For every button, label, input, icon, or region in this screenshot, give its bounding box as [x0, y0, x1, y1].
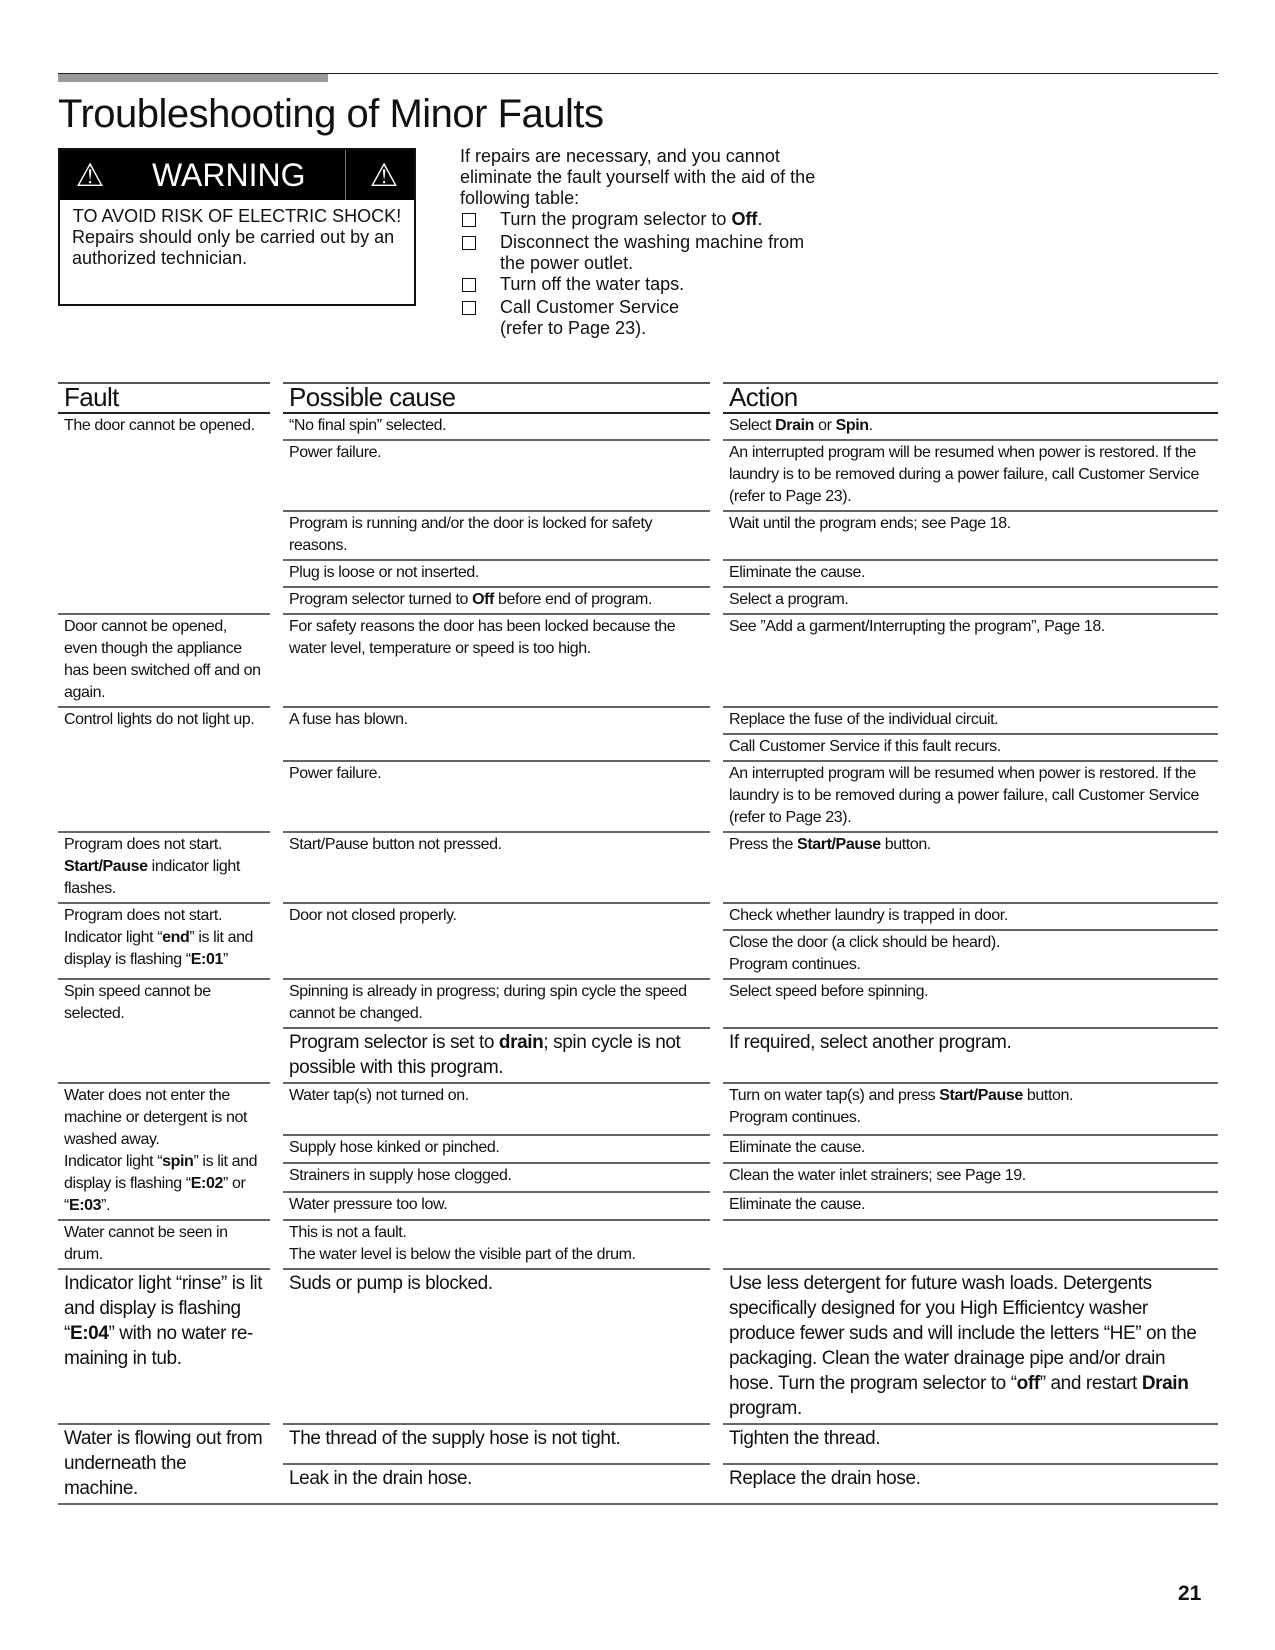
text-segment: For safety reasons the door has been locked because the water level, temperature or speed is too high. — [289, 618, 676, 657]
action-cell — [723, 929, 1218, 978]
text-segment: Leak in the drain hose. — [289, 1468, 473, 1489]
text-segment: Call Customer Service if this fault recurs. — [729, 738, 1001, 755]
section-marker-bar — [58, 74, 328, 82]
bold-text: Start/Pause — [64, 858, 148, 875]
checklist-item — [460, 209, 820, 232]
text-segment: Spinning is already in progress; during spin cycle the speed cannot be changed. — [289, 983, 687, 1022]
text-segment: Replace the fuse of the individual circuit. — [729, 711, 999, 728]
checkbox-icon — [460, 232, 500, 274]
text-segment: “No final spin” selected. — [289, 417, 447, 434]
checklist-item — [460, 232, 820, 274]
cause-cell — [283, 510, 710, 559]
action-cell — [723, 733, 1218, 760]
cause-cell — [283, 439, 710, 510]
header-cause: Possible cause — [283, 382, 710, 414]
warning-box — [58, 148, 416, 306]
text-segment: Door not closed properly. — [289, 907, 457, 924]
text-segment: Strainers in supply hose clogged. — [289, 1167, 512, 1185]
text-segment: Clean the water inlet strainers; see Page 19. — [729, 1167, 1026, 1185]
text-segment: The door cannot be opened. — [64, 417, 255, 434]
cause-cell — [283, 1027, 710, 1082]
bold-text: Start/Pause — [797, 836, 881, 853]
action-cell — [723, 760, 1218, 831]
action-cell — [723, 1027, 1218, 1082]
table-row — [58, 1219, 1218, 1268]
text-segment: ” or “ — [64, 1175, 246, 1214]
text-segment: If required, select another program. — [729, 1032, 1012, 1053]
text-segment: button. — [880, 836, 931, 853]
text-segment: See ”Add a garment/Interrupting the program”, Page 18. — [729, 618, 1105, 635]
cause-cell — [283, 831, 710, 902]
text-segment: Turn on water tap(s) and press — [729, 1087, 940, 1104]
text-segment: Eliminate the cause. — [729, 1138, 866, 1156]
action-cell — [723, 902, 1218, 929]
text-segment: Check whether laundry is trapped in door. — [729, 907, 1008, 924]
bold-text: E:03 — [68, 1197, 102, 1214]
fault-cell — [58, 1219, 270, 1268]
intro-checklist — [460, 209, 820, 339]
text-segment: program. — [729, 1398, 802, 1419]
text-segment: Control lights do not light up. — [64, 711, 255, 728]
text-segment: or — [814, 417, 836, 434]
text-segment: Turn off the water taps. — [500, 274, 685, 294]
bold-text: E:01 — [190, 951, 223, 968]
text-segment: button. Program continues. — [729, 1087, 1074, 1126]
action-cell — [723, 1162, 1218, 1190]
checklist-text — [500, 274, 684, 297]
text-segment: Program does not start. — [64, 836, 222, 853]
text-segment: before end of program. — [493, 591, 652, 608]
cause-cell — [283, 1219, 710, 1268]
action-cell — [723, 510, 1218, 559]
bold-text: end — [162, 929, 190, 946]
text-segment: . — [757, 209, 763, 229]
text-segment: Press the — [729, 836, 798, 853]
action-cell — [723, 1268, 1218, 1423]
table-row — [58, 613, 1218, 706]
text-segment: Water pressure too low. — [289, 1195, 448, 1213]
bold-text: E:04 — [69, 1323, 109, 1344]
action-cell — [723, 978, 1218, 1027]
warning-line-2: Repairs should only be carried out by an authorized technician. — [72, 227, 395, 268]
text-segment: . — [868, 417, 873, 434]
text-segment: A fuse has blown. — [289, 711, 408, 728]
checklist-item — [460, 274, 820, 297]
bold-text: E:02 — [190, 1175, 223, 1192]
text-segment: Turn the program selector to — [500, 209, 732, 229]
text-segment: ”. — [101, 1197, 111, 1214]
text-segment: Disconnect the washing machine from the power outlet. — [500, 232, 805, 273]
fault-cell — [58, 1268, 270, 1423]
action-cell — [723, 706, 1218, 733]
text-segment: Eliminate the cause. — [729, 564, 866, 581]
table-row — [58, 978, 1218, 1027]
checklist-text — [500, 297, 679, 339]
table-row — [58, 1423, 1218, 1463]
text-segment: Close the door (a click should be heard). Program continues. — [729, 934, 1000, 973]
text-segment: Tighten the thread. — [729, 1428, 881, 1449]
action-cell — [723, 1423, 1218, 1463]
intro-section — [460, 146, 820, 339]
warning-triangle-icon: ⚠ — [369, 157, 399, 193]
action-cell — [723, 831, 1218, 902]
text-segment: ” — [222, 951, 228, 968]
text-segment: Replace the drain hose. — [729, 1468, 921, 1489]
checklist-item — [460, 297, 820, 339]
cause-cell — [283, 902, 710, 978]
text-segment: ” with no water re-maining in tub. — [64, 1323, 253, 1369]
fault-cell — [58, 978, 270, 1082]
text-segment: Select — [729, 417, 776, 434]
text-segment: An interrupted program will be resumed when power is restored. If the laundry is to be removed during a power failure, call Customer Service (refer to Page 23). — [729, 765, 1200, 826]
text-segment: Power failure. — [289, 765, 382, 782]
text-segment: Door cannot be opened, even though the appliance has been switched off and on again. — [64, 618, 261, 701]
cause-cell — [283, 1082, 710, 1134]
table-row — [58, 706, 1218, 733]
fault-cell — [58, 414, 270, 613]
text-segment: Water is flowing out from underneath the machine. — [64, 1428, 263, 1499]
text-segment: Suds or pump is blocked. — [289, 1273, 493, 1294]
fault-cell — [58, 613, 270, 706]
cause-cell — [283, 1423, 710, 1463]
checkbox-icon — [460, 209, 500, 232]
action-cell — [723, 1463, 1218, 1503]
fault-cell — [58, 1423, 270, 1503]
intro-text: If repairs are necessary, and you cannot eliminate the fault yourself with the aid of the following table: — [460, 146, 816, 208]
action-cell — [723, 613, 1218, 706]
fault-cell — [58, 902, 270, 978]
action-cell — [723, 439, 1218, 510]
action-cell — [723, 1219, 1218, 1268]
text-segment: ; spin cycle is not possible with this program. — [289, 1032, 681, 1078]
table-row — [58, 1268, 1218, 1423]
text-segment: Water does not enter the machine or detergent is not washed away. Indicator light “ — [64, 1087, 248, 1170]
text-segment: Program does not start. Indicator light “ — [64, 907, 222, 946]
text-segment: Call Customer Service (refer to Page 23). — [500, 297, 680, 338]
text-segment: Select speed before spinning. — [729, 983, 929, 1000]
fault-cell — [58, 831, 270, 902]
text-segment: Spin speed cannot be selected. — [64, 983, 211, 1022]
text-segment: This is not a fault. The water level is below the visible part of the drum. — [289, 1224, 636, 1263]
cause-cell — [283, 1268, 710, 1423]
text-segment: ” is lit and display is flashing “ — [64, 929, 254, 968]
text-segment: Water cannot be seen in drum. — [64, 1224, 228, 1263]
cause-cell — [283, 1463, 710, 1503]
text-segment: Start/Pause button not pressed. — [289, 836, 502, 853]
cause-cell — [283, 613, 710, 706]
table-row — [58, 902, 1218, 929]
cause-cell — [283, 706, 710, 760]
bold-text: Off — [731, 209, 758, 229]
checkbox-icon — [460, 297, 500, 339]
text-segment: indicator light flashes. — [64, 858, 240, 897]
text-segment: The thread of the supply hose is not tight. — [289, 1428, 621, 1449]
text-segment: Eliminate the cause. — [729, 1195, 866, 1213]
text-segment: Supply hose kinked or pinched. — [289, 1138, 500, 1156]
action-cell — [723, 1134, 1218, 1162]
warning-triangle-icon: ⚠ — [75, 157, 105, 193]
cause-cell — [283, 978, 710, 1027]
text-segment: Water tap(s) not turned on. — [289, 1087, 469, 1104]
bold-text: off — [1016, 1373, 1040, 1394]
bold-text: Off — [472, 591, 494, 608]
cause-cell — [283, 1162, 710, 1190]
cause-cell — [283, 1134, 710, 1162]
text-segment: Program selector turned to — [289, 591, 473, 608]
text-segment: Select a program. — [729, 591, 849, 608]
text-segment: Program selector is set to — [289, 1032, 499, 1053]
bold-text: drain — [498, 1032, 544, 1053]
text-segment: Indicator light “rinse” is lit and display is flashing “ — [64, 1273, 263, 1344]
text-segment: Plug is loose or not inserted. — [289, 564, 479, 581]
header-fault: Fault — [58, 382, 270, 414]
table-header-row — [58, 382, 1218, 414]
table-row — [58, 831, 1218, 902]
cause-cell — [283, 414, 710, 439]
checklist-text — [500, 232, 820, 274]
text-segment: Use less detergent for future wash loads. Detergents specifically designed for you High Efficientcy washer produce fewer suds and will include the letters “HE” on the packaging. Clean the water drainage pipe and/or drain hose. Turn the program selector to “ — [729, 1273, 1197, 1394]
table-row — [58, 1082, 1218, 1134]
text-segment: An interrupted program will be resumed when power is restored. If the laundry is to be removed during a power failure, call Customer Service (refer to Page 23). — [729, 444, 1200, 505]
cause-cell — [283, 760, 710, 831]
bold-text: Drain — [775, 417, 815, 434]
cause-cell — [283, 1191, 710, 1219]
text-segment: ” is lit and display is flashing “ — [64, 1153, 258, 1192]
header-action: Action — [723, 382, 1218, 414]
action-cell — [723, 1191, 1218, 1219]
warning-line-1: TO AVOID RISK OF ELECTRIC SHOCK! — [72, 206, 402, 226]
page-number: 21 — [1178, 1582, 1202, 1605]
bold-text: Start/Pause — [939, 1087, 1023, 1104]
checkbox-icon — [460, 274, 500, 297]
warning-divider — [345, 150, 346, 200]
bold-text: Drain — [1141, 1373, 1189, 1394]
bold-text: spin — [162, 1153, 194, 1170]
fault-cell — [58, 706, 270, 831]
cause-cell — [283, 559, 710, 586]
checklist-text — [500, 209, 762, 232]
bold-text: Spin — [835, 417, 869, 434]
table-bottom-rule — [58, 1503, 1218, 1505]
action-cell — [723, 1082, 1218, 1134]
page-title: Troubleshooting of Minor Faults — [58, 92, 604, 136]
troubleshooting-table — [45, 382, 1231, 1503]
cause-cell — [283, 586, 710, 613]
text-segment: Program is running and/or the door is locked for safety reasons. — [289, 515, 653, 554]
text-segment: ” and restart — [1039, 1373, 1142, 1394]
warning-header — [60, 150, 414, 200]
table-row — [58, 414, 1218, 439]
fault-cell — [58, 1082, 270, 1219]
warning-title: WARNING — [152, 156, 306, 193]
text-segment: Power failure. — [289, 444, 382, 461]
action-cell — [723, 586, 1218, 613]
text-segment: Wait until the program ends; see Page 18. — [729, 515, 1011, 532]
action-cell — [723, 414, 1218, 439]
action-cell — [723, 559, 1218, 586]
